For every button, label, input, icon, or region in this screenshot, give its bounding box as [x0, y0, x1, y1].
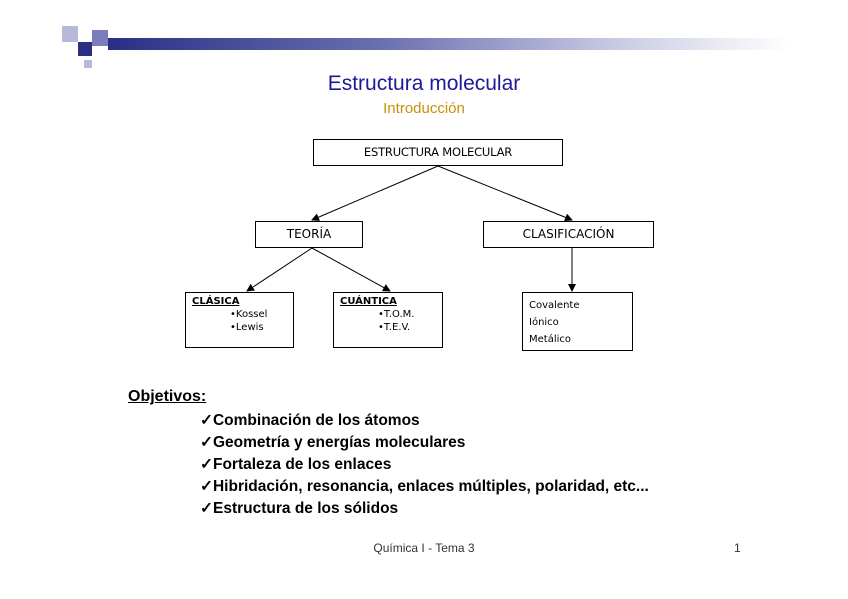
root-node: ESTRUCTURA MOLECULAR: [313, 139, 563, 166]
clasica-header: CLÁSICA: [192, 296, 240, 307]
cuantica-node: [333, 292, 443, 348]
objective-item: ✓Geometría y energías moleculares: [200, 434, 466, 451]
types-node: [522, 292, 633, 351]
cuantica-item: •T.O.M.: [378, 309, 415, 320]
objectives-heading: Objetivos:: [128, 388, 207, 405]
type-item: Covalente: [529, 300, 580, 311]
type-item: Iónico: [529, 317, 559, 328]
arrow-teoria-to-clasica: [247, 248, 312, 291]
cuantica-header: CUÁNTICA: [340, 296, 397, 307]
clasificacion-node: CLASIFICACIÓN: [483, 221, 654, 248]
type-item: Metálico: [529, 334, 572, 345]
arrow-teoria-to-cuantica: [312, 248, 390, 291]
clasica-node: [185, 292, 294, 348]
objective-item: ✓Hibridación, resonancia, enlaces múltiples, polaridad, etc...: [200, 478, 649, 495]
page-number: 1: [734, 541, 741, 555]
objectives-list: [200, 410, 649, 520]
footer-text: Química I - Tema 3: [373, 541, 475, 555]
objective-item: ✓Fortaleza de los enlaces: [200, 456, 392, 473]
slide-title: Estructura molecular: [327, 72, 521, 95]
teoria-node: TEORÍA: [255, 221, 363, 248]
clasica-item: •Lewis: [230, 322, 264, 333]
cuantica-item: •T.E.V.: [378, 322, 411, 333]
objective-item: ✓Estructura de los sólidos: [200, 500, 399, 517]
arrow-root-to-teoria: [312, 166, 438, 220]
arrow-root-to-clasificacion: [438, 166, 572, 220]
objective-item: ✓Combinación de los átomos: [200, 412, 420, 429]
slide-subtitle: Introducción: [383, 100, 465, 117]
clasica-item: •Kossel: [230, 309, 268, 320]
